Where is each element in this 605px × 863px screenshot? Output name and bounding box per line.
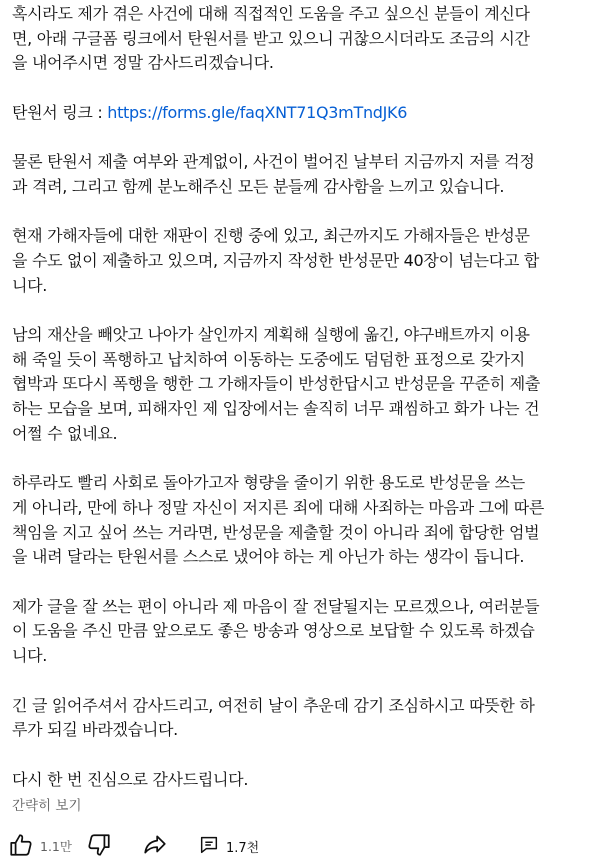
like-button[interactable] [8, 832, 72, 861]
post-line: 과 격려, 그리고 함께 분노해주신 모든 분들께 감사함을 느끼고 있습니다. [12, 176, 505, 196]
post-line: 면, 아래 구글폼 링크에서 탄원서를 받고 있으니 귀찮으시더라도 조금의 시간 [12, 28, 530, 48]
post-line: 긴 글 읽어주셔서 감사드리고, 여전히 날이 추운데 감기 조심하시고 따뜻한 하 [12, 695, 535, 715]
petition-form-link[interactable]: https://forms.gle/faqXNT71Q3mTndJK6 [107, 102, 408, 122]
post-line: 물론 탄원서 제출 여부와 관계없이, 사건이 벌어진 날부터 지금까지 저를 걱정 [12, 152, 535, 172]
post-line: 을 내어주시면 정말 감사드리겠습니다. [12, 53, 274, 73]
show-less-link[interactable]: 간략히 보기 [12, 798, 82, 814]
post-paragraph [12, 323, 602, 447]
post-paragraph [12, 471, 602, 570]
post-paragraph [12, 224, 602, 298]
post-line: 이 도움을 주신 만큼 앞으로도 좋은 방송과 영상으로 보답할 수 있도록 하겠습 [12, 621, 535, 641]
post-line: 게 아니라, 만에 하나 정말 자신이 저지른 죄에 대해 사죄하는 마음과 그에 따른 [12, 497, 545, 517]
post-paragraph [12, 595, 602, 669]
post-line: 혹시라도 제가 겪은 사건에 대해 직접적인 도움을 주고 싶으신 분들이 계신다 [12, 4, 530, 23]
share-icon [142, 832, 168, 861]
action-bar [8, 832, 259, 860]
petition-link-label: 탄원서 링크 : [12, 102, 108, 122]
post-line: 제가 글을 잘 쓰는 편이 아니라 제 마음이 잘 전달될지는 모르겠으나, 여러분들 [12, 596, 540, 616]
dislike-button[interactable] [86, 832, 112, 861]
post-line: 다시 한 번 진심으로 감사드립니다. [12, 769, 249, 789]
comment-count: 1.7천 [225, 840, 260, 856]
post-line: 책임을 지고 싶어 쓰는 거라면, 반성문을 제출할 것이 아니라 죄에 합당한 엄벌 [12, 522, 540, 542]
post-line: 니다. [12, 646, 48, 666]
share-button[interactable] [142, 832, 168, 861]
petition-link-row [12, 101, 602, 126]
post-line: 남의 재산을 빼앗고 나아가 살인까지 계획해 실행에 옮긴, 야구배트까지 이용 [12, 325, 530, 345]
post-line: 하는 모습을 보며, 피해자인 제 입장에서는 솔직히 너무 괘씸하고 화가 나는 건 [12, 399, 540, 419]
post-paragraph [12, 694, 602, 743]
thumbs-down-icon [86, 832, 112, 861]
post-paragraph [12, 150, 602, 199]
post-line: 하루라도 빨리 사회로 돌아가고자 형량을 줄이기 위한 용도로 반성문을 쓰는 [12, 473, 525, 493]
comments-button[interactable] [198, 834, 259, 859]
post-line: 협박과 또다시 폭행을 행한 그 가해자들이 반성한답시고 반성문을 꾸준히 제출 [12, 374, 541, 394]
post-line: 해 죽일 듯이 폭행하고 납치하여 이동하는 도중에도 덤덤한 표정으로 갖가지 [12, 349, 525, 369]
post-paragraph [12, 101, 602, 126]
post-paragraph [12, 2, 602, 76]
post-line: 어쩔 수 없네요. [12, 423, 118, 443]
post-paragraph [12, 768, 602, 793]
thumbs-up-icon [8, 832, 34, 861]
post-line: 을 내려 달라는 탄원서를 스스로 냈어야 하는 게 아닌가 하는 생각이 듭니다. [12, 547, 525, 567]
post-line: 현재 가해자들에 대한 재판이 진행 중에 있고, 최근까지도 가해자들은 반성문 [12, 226, 530, 246]
comment-icon [198, 834, 220, 859]
like-count: 1.1만 [40, 839, 72, 854]
post-line: 루가 되길 바라겠습니다. [12, 720, 178, 740]
post-line: 을 수도 없이 제출하고 있으며, 지금까지 작성한 반성문만 40장이 넘는다고 합 [12, 250, 540, 270]
post-body [12, 2, 602, 792]
post-line: 니다. [12, 275, 48, 295]
